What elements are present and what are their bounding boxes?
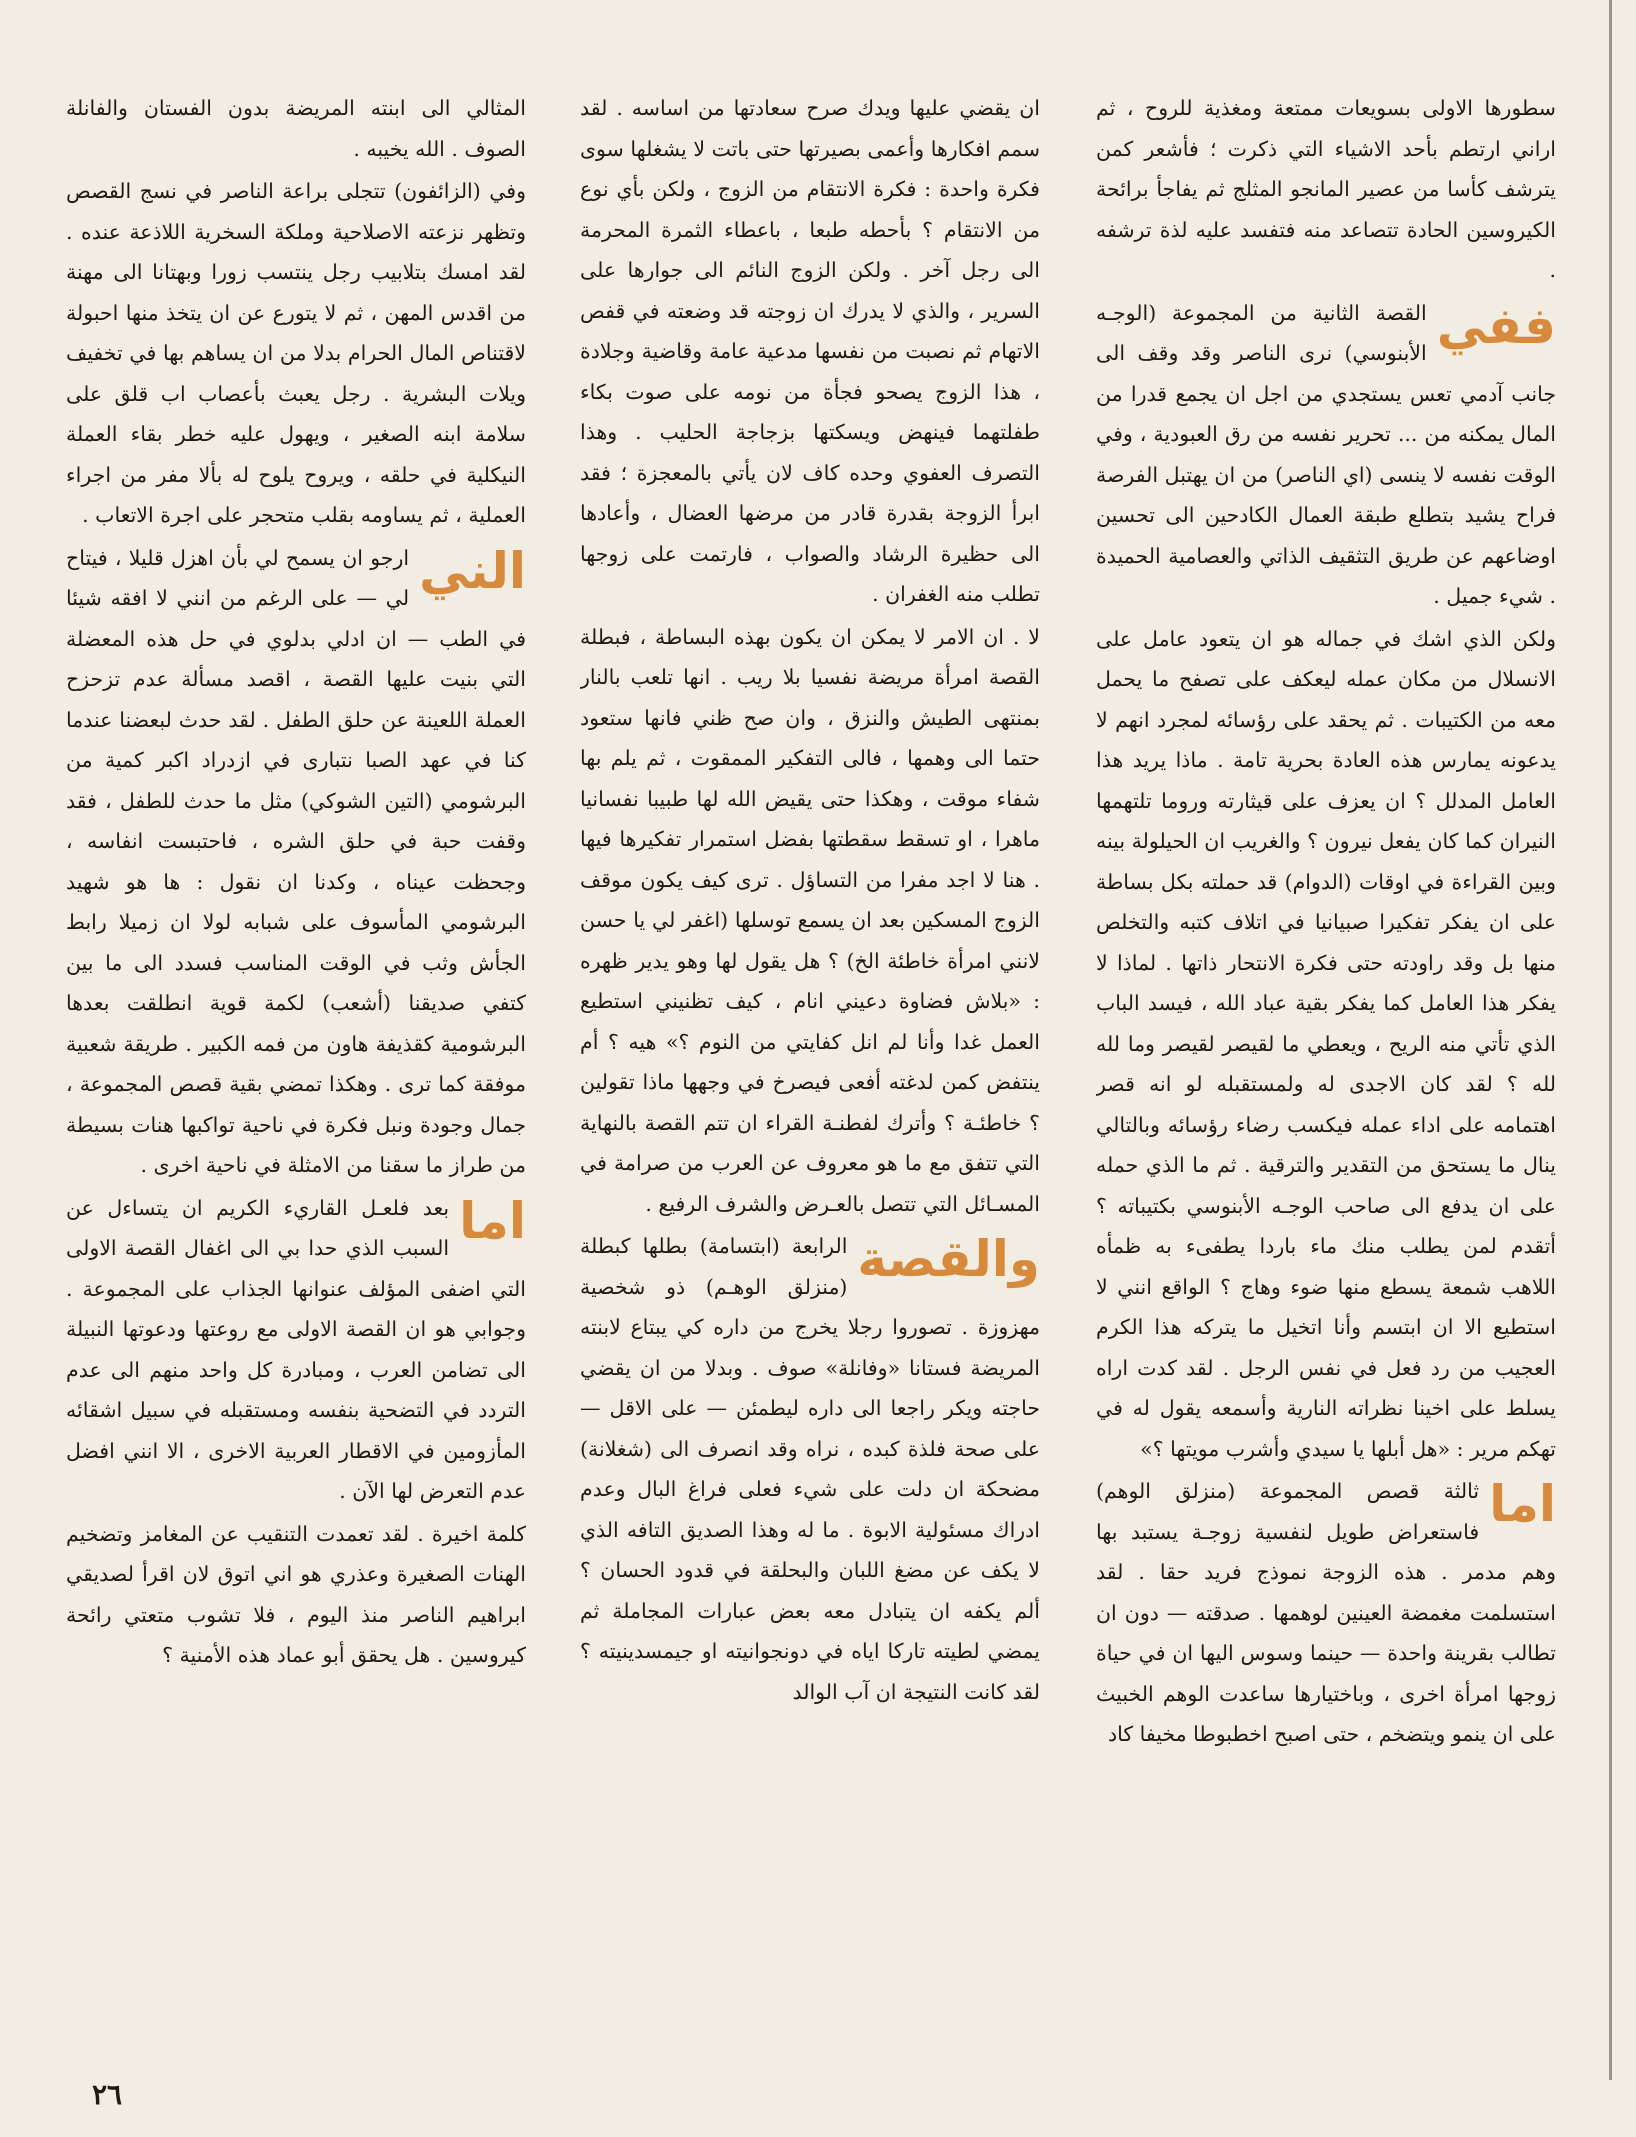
page-number: ٢٦ (92, 2078, 123, 2111)
paragraph-text: وفي (الزائفون) تتجلى براعة الناصر في نسج القصص وتظهر نزعته الاصلاحية وملكة السخرية اللاذعة عنده . لقد امسك بتلابيب رجل ينتسب زورا وبهتانا الى مهنة من اقدس المهن ، ثم لا يتورع عن ان يتخذ منها احبولة لاقتناص المال الحرام بدلا من ان يساهم بها في تخفيف ويلات البشرية . رجل يعبث بأعصاب اب قلق على سلامة ابنه الصغير ، ويهول عليه خطر بقاء العملة النيكلية في حلقه ، ويروح يلوح له بألا مفر من اجراء العملية ، ثم يساومه بقلب متحجر على اجرة الاتعاب . (66, 179, 526, 527)
paragraph (1096, 88, 1556, 291)
paragraph (66, 538, 526, 1186)
paragraph (66, 171, 526, 536)
paragraph-text: القصة الثانية من المجموعة (الوجـه الأبنوسي) نرى الناصر وقد وقف الى جانب آدمي تعس يستجدي من اجل ان يجمع قدرا من المال يمكنه من ... تحرير نفسه من رق العبودية ، وفي الوقت نفسه لا ينسى (اي الناصر) من ان يهتبل الفرصة فراح يشيد بتطلع طبقة العمال الكادحين الى تحسين اوضاعهم عن طريق التثقيف الذاتي والعصامية الحميدة . شيء جميل . (1096, 300, 1556, 608)
paragraph-text: ارجو ان يسمح لي بأن اهزل قليلا ، فيتاح لي — على الرغم من انني لا افقه شيئا في الطب — ان ادلي بدلوي في حل هذه المعضلة التي بنيت عليها القصة ، اقصد مسألة عدم تزحزح العملة اللعينة عن حلق الطفل . لقد حدث لبعضنا عندما كنا في عهد الصبا نتبارى في ازدراد اكبر كمية من البرشومي (التين الشوكي) مثل ما حدث للطفل ، فقد وقفت حبة في حلق الشره ، فاحتبست انفاسه ، وجحظت عيناه ، وكدنا ان نقول : ها هو شهيد البرشومي المأسوف على شبابه لولا ان زميلا رابط الجأش وثب في الوقت المناسب فسدد الى ما بين كتفي صديقنا (أشعب) لكمة قوية انطلقت بعدها البرشومية كقذيفة هاون من فمه الكبير . طريقة شعبية موفقة كما ترى . وهكذا تمضي بقية قصص المجموعة ، جمال وجودة ونبل فكرة في ناحية تواكبها هنات بسيطة من طراز ما سقنا من الامثلة في ناحية اخرى . (66, 545, 526, 1177)
paragraph-text: ثالثة قصص المجموعة (منزلق الوهم) فاستعراض طويل لنفسية زوجـة يستبد بها وهم مدمر . هذه الزوجة نموذج فريد حقا . لقد استسلمت مغمضة العينين لوهمها . صدقته — دون ان تطالب بقرينة واحدة — حينما وسوس اليها ان في حياة زوجها امرأة اخرى ، وباختيارها ساعدت الوهم الخبيث على ان ينمو ويتضخم ، حتى اصبح اخطبوطا مخيفا كاد (1096, 1479, 1556, 1746)
text-column-left (66, 88, 526, 2048)
drop-cap-heading: والقصة (857, 1230, 1040, 1288)
page-edge-rule (1609, 0, 1612, 2080)
paragraph (1096, 1471, 1556, 1755)
paragraph (1096, 293, 1556, 617)
paragraph-text: ان يقضي عليها ويدك صرح سعادتها من اساسه . لقد سمم افكارها وأعمى بصيرتها حتى باتت لا يشغلها سوى فكرة واحدة : فكرة الانتقام من الزوج ، ولكن بأي نوع من الانتقام ؟ بأحطه طبعا ، باعطاء الثمرة المحرمة الى رجل آخر . ولكن الزوج النائم الى جوارها على السرير ، والذي لا يدرك ان زوجته قد وضعته في قفص الاتهام ثم نصبت من نفسها مدعية عامة وقاضية وجلادة ، هذا الزوج يصحو فجأة من نومه على صوت بكاء طفلتهما فينهض ويسكتها بزجاجة الحليب . وهذا التصرف العفوي وحده كاف لان يأتي بالمعجزة ؛ فقد ابرأ الزوجة بقدرة قادر من مرضها العضال ، وأعادها الى حظيرة الرشاد والصواب ، فارتمت على زوجها تطلب منه الغفران . (580, 96, 1040, 606)
text-column-right (1096, 88, 1556, 2048)
paragraph-text: لا . ان الامر لا يمكن ان يكون بهذه البساطة ، فبطلة القصة امرأة مريضة نفسيا بلا ريب . انها تلعب بالنار بمنتهى الطيش والنزق ، وان صح ظني فانها ستعود حتما الى وهمها ، فالى التفكير الممقوت ، ثم يلم بها شفاء موقت ، وهكذا حتى يقيض الله لها طبيبا نفسانيا ماهرا ، او تسقط سقطتها بفضل استمرار تفكيرها فيها . هنا لا اجد مفرا من التساؤل . ترى كيف يكون موقف الزوج المسكين بعد ان يسمع توسلها (اغفر لي يا حسن لانني امرأة خاطئة الخ) ؟ هل يقول لها وهو يدير ظهره : «بلاش فضاوة دعيني انام ، كيف تظنيني استطيع العمل غدا وأنا لم انل كفايتي من النوم ؟» هيه ؟ أم ينتفض كمن لدغته أفعى فيصرخ في وجهها ماذا تقولين ؟ خاطئـة ؟ وأترك لفطنـة القراء ان تتم القصة بالنهاية التي تتفق مع ما هو معروف عن العرب من صرامة في المسـائل التي تتصل بالعـرض والشرف الرفيع . (580, 624, 1040, 1216)
paragraph-text: سطورها الاولى بسويعات ممتعة ومغذية للروح ، ثم اراني ارتطم بأحد الاشياء التي ذكرت ؛ فأشعر كمن يترشف كأسا من عصير المانجو المثلج ثم يفاجأ برائحة الكيروسين الحادة تتصاعد منه فتفسد عليه لذة ترشفه . (1096, 96, 1556, 282)
paragraph (66, 88, 526, 169)
paragraph (580, 617, 1040, 1225)
paragraph (66, 1188, 526, 1512)
paragraph-text: كلمة اخيرة . لقد تعمدت التنقيب عن المغامز وتضخيم الهنات الصغيرة وعذري هو اني اتوق لان اقرأ لصديقي ابراهيم الناصر منذ اليوم ، فلا تشوب متعتي رائحة كيروسين . هل يحقق أبو عماد هذه الأمنية ؟ (66, 1521, 526, 1667)
paragraph (1096, 619, 1556, 1470)
paragraph-text: بعد فلعـل القاريء الكريم ان يتساءل عن السبب الذي حدا بي الى اغفال القصة الاولى التي اضفى المؤلف عنوانها الجذاب على المجموعة . وجوابي هو ان القصة الاولى مع روعتها ودعوتها النبيلة الى تضامن العرب ، ومبادرة كل واحد منهم الى عدم التردد في التضحية بنفسه ومستقبله في سبيل اشقائه المأزومين في الاقطار العربية الاخرى ، الا انني افضل عدم التعرض لها الآن . (66, 1195, 526, 1503)
paragraph (580, 88, 1040, 615)
drop-cap-heading: اما (1489, 1475, 1556, 1533)
paragraph (66, 1514, 526, 1676)
drop-cap-heading: اما (459, 1191, 526, 1250)
drop-cap-heading: ففي (1436, 296, 1556, 355)
text-column-middle (580, 88, 1040, 2048)
drop-cap-heading: الني (419, 541, 526, 600)
paragraph (580, 1226, 1040, 1712)
paragraph-text: ولكن الذي اشك في جماله هو ان يتعود عامل على الانسلال من مكان عمله ليعكف على تصفح ما يحمل معه من الكتيبات . ثم يحقد على رؤسائه لمجرد انهم لا يدعونه يمارس هذه العادة بحرية تامة . ماذا يريد هذا العامل المدلل ؟ ان يعزف على قيثارته وروما تلتهمها النيران كما كان يفعل نيرون ؟ والغريب ان الحيلولة بينه وبين القراءة في اوقات (الدوام) قد حملته بكل بساطة على ان يفكر تفكيرا صبيانيا في اتلاف كتبه والتخلص منها بل وقد راودته حتى فكرة الانتحار ذاتها . لماذا لا يفكر هذا العامل كما يفكر بقية عباد الله ، فيسد الباب الذي تأتي منه الريح ، ويعطي ما لقيصر لقيصر وما لله لله ؟ لقد كان الاجدى له ولمستقبله لو انه قصر اهتمامه على اداء عمله فيكسب رضاء رؤسائه وبالتالي ينال ما يستحق من التقدير والترقية . ثم ما الذي حمله على ان يدفع الى صاحب الوجـه الأبنوسي بكتيباته ؟ أتقدم لمن يطلب منك ماء باردا يطفىء به ظمأه اللاهب شمعة يسطع منها ضوء وهاج ؟ الواقع انني لا استطيع الا ان ابتسم وأنا اتخيل ما يتركه هذا الكرم العجيب من رد فعل في نفس الرجل . لقد كدت اراه يسلط على اخينا نظراته النارية وأسمعه يقول له في تهكم مرير : «هل أبلها يا سيدي وأشرب مويتها ؟» (1096, 626, 1556, 1461)
paragraph-text: المثالي الى ابنته المريضة بدون الفستان والفانلة الصوف . الله يخيبه . (66, 96, 526, 161)
paragraph-text: الرابعة (ابتسامة) بطلها كبطلة (منزلق الوهـم) ذو شخصية مهزوزة . تصوروا رجلا يخرج من داره كي يبتاع لابنته المريضة فستانا «وفانلة» صوف . وبدلا من ان يقضي حاجته ويكر راجعا الى داره ليطمئن — على الاقل — على صحة فلذة كبده ، نراه وقد انصرف الى (شغلانة) مضحكة ان دلت على شيء فعلى فراغ البال وعدم ادراك مسئولية الابوة . ما له وهذا الصديق التافه الذي لا يكف عن مضغ اللبان والبحلقة في قدود الحسان ؟ ألم يكفه ان يتبادل معه بعض عبارات المجاملة ثم يمضي لطيته تاركا اياه في دونجوانيته او جيمسدينيته ؟ لقد كانت النتيجة ان آب الوالد (580, 1234, 1040, 1704)
